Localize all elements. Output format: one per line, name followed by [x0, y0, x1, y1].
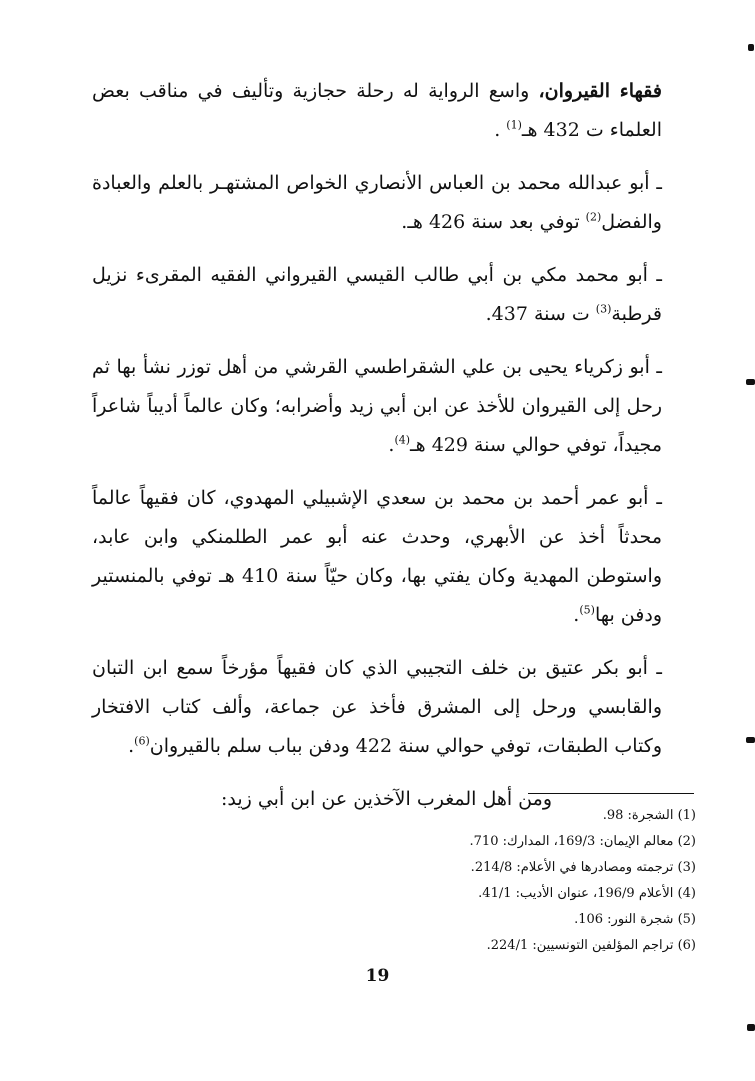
paragraph-5 — [92, 479, 662, 635]
footnote-ref-1: (1) — [506, 118, 522, 132]
footnotes — [300, 803, 696, 959]
footnote-2: (2) معالم الإيمان: 169/3، المدارك: 710. — [469, 834, 696, 849]
footnote-3: (3) ترجمته ومصادرها في الأعلام: 214/8. — [470, 860, 696, 875]
paragraph-tail: . — [494, 119, 507, 141]
paragraph-4 — [92, 348, 662, 465]
page-number: 19 — [365, 966, 390, 986]
footnote-1: (1) الشجرة: 98. — [602, 808, 696, 823]
paragraph-3 — [92, 256, 662, 334]
paragraph-2 — [92, 164, 662, 242]
footnote-5: (5) شجرة النور: 106. — [574, 912, 696, 927]
paragraph-text: ـ أبو زكرياء يحيى بن علي الشقراطسي القرشي من أهل توزر نشأ بها ثم رحل إلى القيروان للأخذ عن ابن أبي زيد وأضرابه؛ وكان عالماً أديباً شاعراً مجيداً، توفي حوالي سنة 429 هـ — [92, 356, 662, 456]
paragraph-text: ـ أبو عبدالله محمد بن العباس الأنصاري الخواص المشتهـر بالعلم والعبادة والفضل — [92, 172, 662, 233]
paragraph-text: ـ أبو بكر عتيق بن خلف التجيبي الذي كان فقيهاً مؤرخاً سمع ابن التبان والقابسي ورحل إلى المشرق فأخذ عن جماعة، وألف كتاب الافتخار وكتاب الطبقات، توفي حوالي سنة 422 ودفن بباب سلم بالقيروان — [92, 657, 662, 757]
closing-line: ومن أهل المغرب الآخذين عن ابن أبي زيد: — [220, 788, 552, 810]
scan-mark-top — [748, 44, 754, 51]
footnote-ref-3: (3) — [595, 302, 612, 316]
main-text — [92, 72, 662, 833]
footnote-ref-6: (6) — [134, 734, 150, 748]
footnote-ref-2: (2) — [585, 210, 602, 224]
paragraph-text: ـ أبو محمد مكي بن أبي طالب القيسي القيرواني الفقيه المقرىء نزيل قرطبة — [92, 264, 662, 325]
footnote-ref-5: (5) — [579, 603, 595, 617]
footnote-4: (4) الأعلام 196/9، عنوان الأديب: 41/1. — [478, 886, 696, 901]
paragraph-text: واسع الرواية له رحلة حجازية وتأليف في مناقب بعض العلماء ت 432 هـ — [92, 80, 662, 141]
paragraph-lead: فقهاء القيروان، — [538, 80, 662, 102]
footnote-separator — [528, 793, 694, 794]
paragraph-tail: ت سنة 437. — [485, 303, 596, 325]
footnote-ref-4: (4) — [394, 433, 411, 447]
paragraph-tail: . — [388, 434, 395, 456]
paragraph-tail: . — [128, 735, 135, 757]
scan-mark-bottom — [747, 1024, 755, 1031]
paragraph-1 — [92, 72, 662, 150]
paragraph-6 — [92, 649, 662, 766]
footnote-6: (6) تراجم المؤلفين التونسيين: 224/1. — [486, 938, 696, 953]
paragraph-tail: توفي بعد سنة 426 هـ. — [401, 211, 586, 233]
scan-mark-lower — [746, 737, 755, 743]
paragraph-text: ـ أبو عمر أحمد بن محمد بن سعدي الإشبيلي المهدوي، كان فقيهاً عالماً محدثاً أخذ عن الأبهري، وحدث عنه أبو عمر الطلمنكي وابن عابد، واستوطن المهدية وكان يفتي بها، وكان حيّاً سنة 410 هـ توفي بالمنستير ودفن بها — [92, 487, 662, 626]
scan-mark-middle — [746, 379, 755, 385]
paragraph-tail: . — [573, 604, 580, 626]
